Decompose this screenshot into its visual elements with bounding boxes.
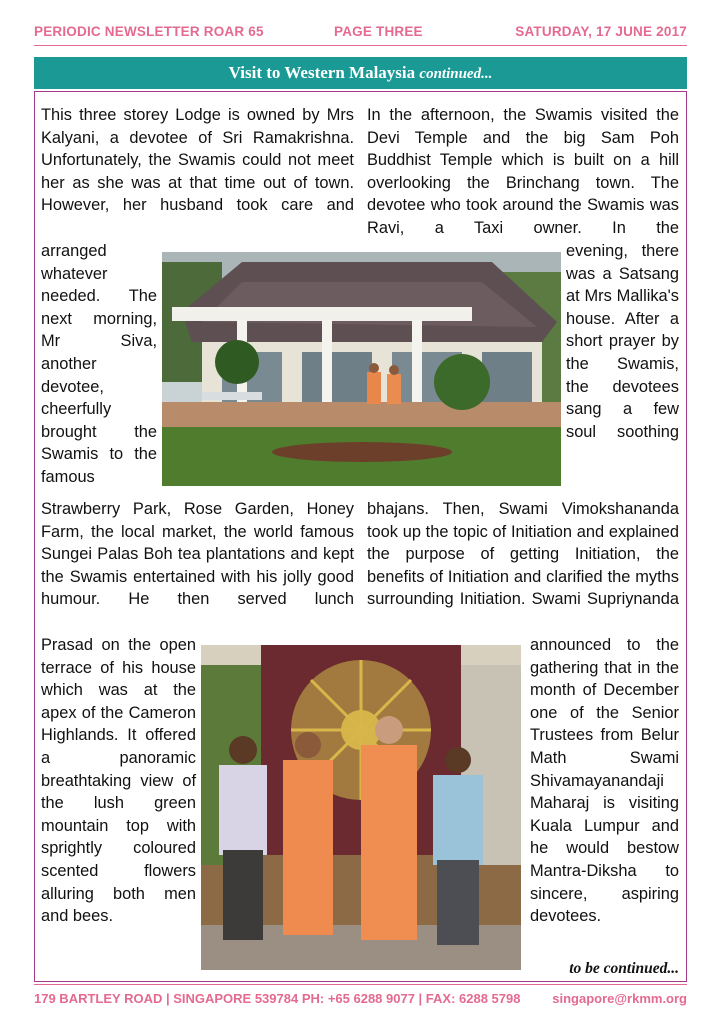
issue-date: SATURDAY, 17 JUNE 2017: [515, 24, 687, 39]
lodge-terrace-photo: [162, 252, 561, 486]
col2-wrap-paragraph-1: evening, there was a Satsang at Mrs Mallika's house. After a short prayer by the Swamis, the devotees sang a few soul soothing: [566, 242, 679, 441]
col1-wrap-paragraph-2: Prasad on the open terrace of his house which was at the apex of the Cameron Highlands. It offered a panoramic breathtaking view of the lush green mountain top with sprightly coloured scented flowers alluring both men and bees.: [41, 636, 196, 926]
col2-mid-paragraph: bhajans. Then, Swami Vimokshananda took up the topic of Initiation and explained the purpose of getting Initiation, the benefits of Initiation and clarified the myths surrounding Initiation. Swami Supriynanda: [367, 500, 679, 609]
footer-address: 179 BARTLEY ROAD | SINGAPORE 539784 PH: +65 6288 9077 | FAX: 6288 5798: [34, 991, 521, 1006]
footer-email: singapore@rkmm.org: [552, 991, 687, 1006]
col2-top-paragraph: In the afternoon, the Swamis visited the Devi Temple and the big Sam Poh Buddhist Temple which is built on a hill overlooking the Brinchang town. The devotee who took around the Swamis was Ravi, a Taxi owner. In the: [367, 106, 679, 237]
col1-wrap-paragraph-1: arranged whatever needed. The next morning, Mr Siva, another devotee, cheerfully brought the Swamis to the famous: [41, 242, 157, 486]
col2-wrap-paragraph-2: announced to the gathering that in the month of December one of the Senior Trustees from Belur Math Swami Shivamayanandaji Maharaj is visiting Kuala Lumpur and he would bestow Mantra-Diksha to sincere, aspiring devotees.: [530, 636, 679, 926]
col1-mid-paragraph: Strawberry Park, Rose Garden, Honey Farm, the local market, the world famous Sungei Palas Boh tea plantations and kept the Swamis entertained with his jolly good humour. He then served lunch: [41, 500, 354, 609]
col1-top-paragraph: This three storey Lodge is owned by Mrs Kalyani, a devotee of Sri Ramakrishna. Unfortunately, the Swamis could not meet her as she was at that time out of town. However, her husband took care and: [41, 106, 354, 215]
newsletter-issue: PERIODIC NEWSLETTER ROAR 65: [34, 24, 264, 39]
page-number: PAGE THREE: [334, 24, 423, 39]
article-title: Visit to Western Malaysia: [228, 63, 416, 82]
group-photo: [201, 645, 521, 970]
header-rule: [34, 45, 687, 46]
footer-rule: [34, 984, 687, 985]
to-be-continued-note: to be continued...: [569, 960, 679, 977]
article-title-suffix: continued...: [419, 66, 493, 82]
article-title-bar: [34, 57, 687, 89]
